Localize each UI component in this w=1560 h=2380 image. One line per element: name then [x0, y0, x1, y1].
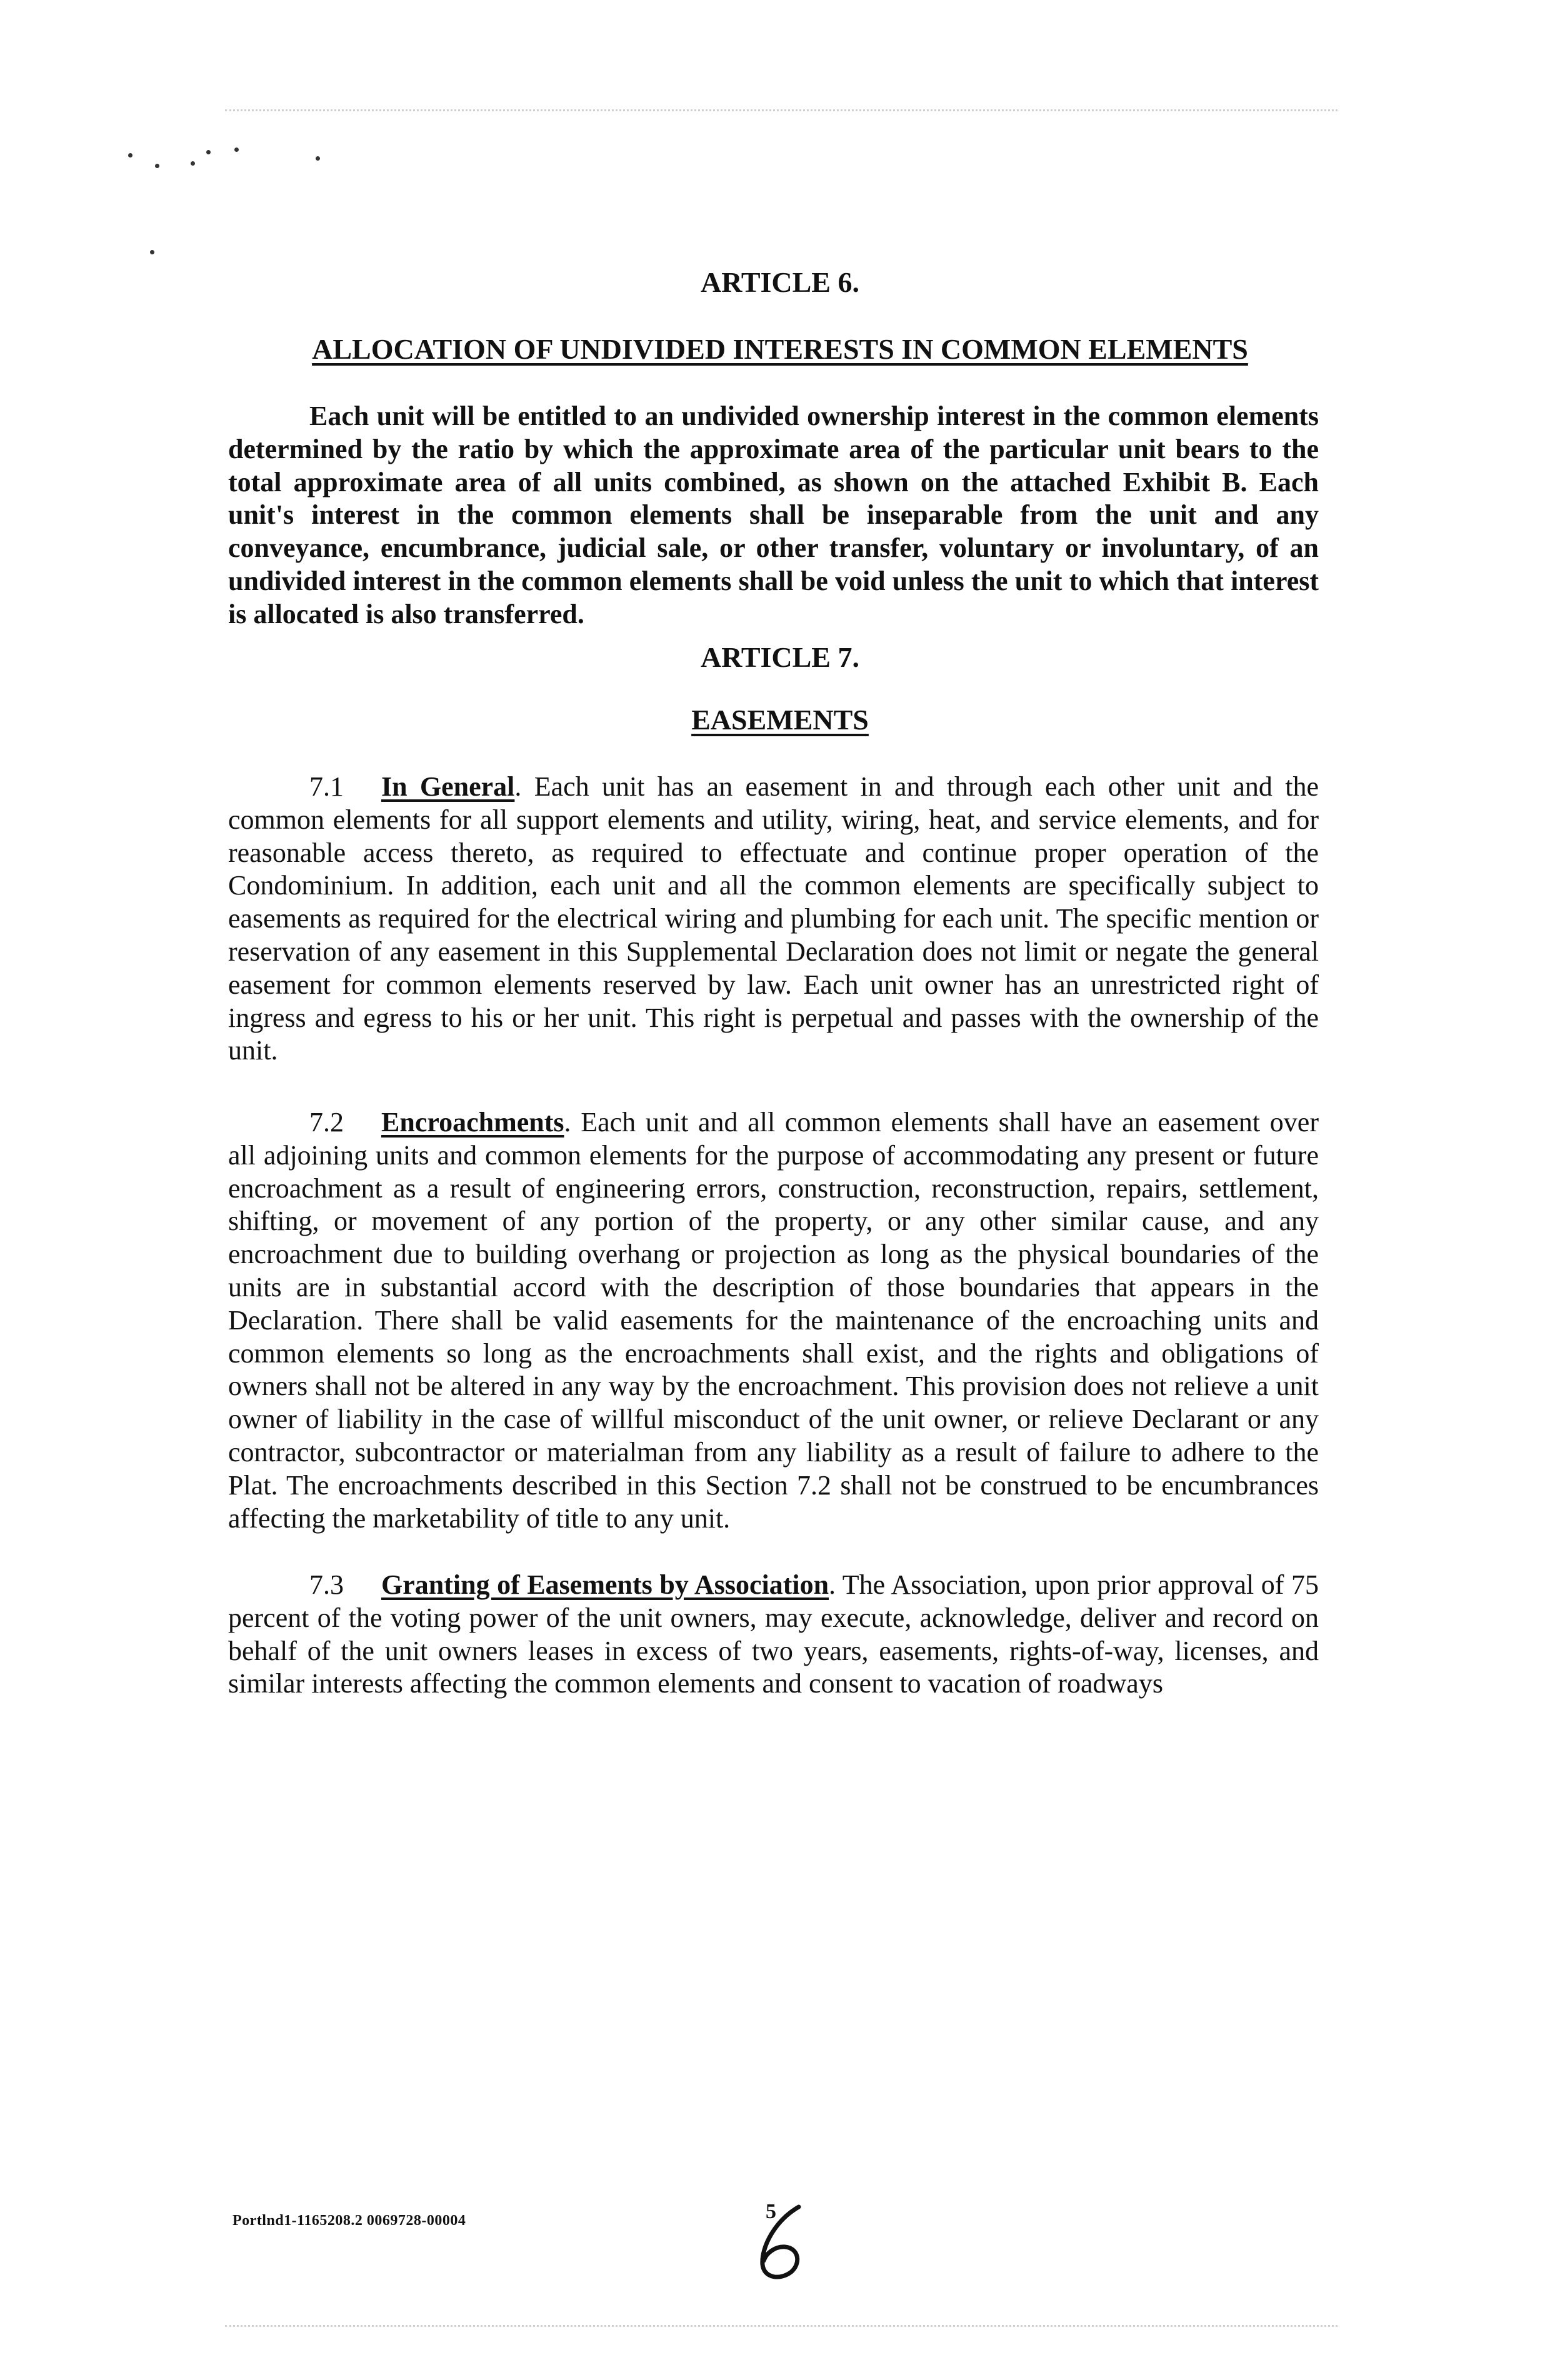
article-7-title: EASEMENTS: [691, 704, 869, 736]
article-6-paragraph: [228, 400, 1319, 631]
paragraph-text: . Each unit's interest in the common elements shall be inseparable from the unit and any conveyance, encumbrance, judicial sale, or other transfer, voluntary or involuntary, of an undivided interest in the common elements shall be void unless the unit to which that interest is allocated is also transferred.: [228, 466, 1319, 629]
handwritten-page-number: [750, 2203, 812, 2284]
article-7-heading: ARTICLE 7.: [701, 641, 859, 673]
scan-speck: [155, 164, 159, 168]
document-id: Portlnd1-1165208.2 0069728-00004: [232, 2212, 466, 2229]
section-text: . Each unit has an easement in and through each other unit and the common elements for all support elements and utility, wiring, heat, and service elements, and for reasonable access thereto, as required to effectuate and continue proper operation of the Condominium. In addition, each unit and all the common elements are specifically subject to easements as required for the electrical wiring and plumbing for each unit. The specific mention or reservation of any easement in this Supplemental Declaration does not limit or negate the general easement for common elements reserved by law. Each unit owner has an unrestricted right of ingress and egress to his or her unit. This right is perpetual and passes with the ownership of the unit.: [228, 771, 1319, 1066]
exhibit-reference: Exhibit B: [1122, 466, 1241, 498]
section-7-2: [228, 1106, 1319, 1535]
section-number: 7.3: [309, 1569, 344, 1600]
scan-artifact-line: [225, 109, 1338, 111]
section-number: 7.2: [309, 1107, 344, 1138]
section-7-3: [228, 1569, 1319, 1701]
article-6-title: ALLOCATION OF UNDIVIDED INTERESTS IN COMMON ELEMENTS: [312, 333, 1248, 365]
section-7-1: [228, 771, 1319, 1068]
section-caption: In General: [381, 771, 515, 802]
article-6-heading: ARTICLE 6.: [701, 266, 859, 298]
scan-artifact-line: [225, 2325, 1338, 2327]
section-text: . The Association, upon prior approval of 75 percent of the voting power of the unit owners, may execute, acknowledge, deliver and record on behalf of the unit owners leases in excess of two years, easements, rights-of-way, licenses, and similar interests affecting the common elements and consent to vacation of roadways: [228, 1569, 1319, 1699]
section-number: 7.1: [309, 771, 344, 802]
paragraph-text: Each unit will be entitled to an undivided ownership interest in the common elements determined by the ratio by which the approximate area of the particular unit bears to the total approximate area of all units combined, as shown on the attached: [228, 401, 1319, 498]
page-number: 5: [766, 2200, 776, 2223]
scan-speck: [234, 148, 239, 152]
section-text: . Each unit and all common elements shall have an easement over all adjoining units and common elements for the purpose of accommodating any present or future encroachment as a result of engineering errors, construction, reconstruction, repairs, settlement, shifting, or movement of any portion of the property, or any other similar cause, and any encroachment due to building overhang or projection as long as the physical boundaries of the units are in substantial accord with the description of those boundaries that appears in the Declaration. There shall be valid easements for the maintenance of the encroaching units and common elements so long as the encroachments shall exist, and the rights and obligations of owners shall not be altered in any way by the encroachment. This provision does not relieve a unit owner of liability in the case of willful misconduct of the unit owner, or relieve Declarant or any contractor, subcontractor or materialman from any liability as a result of failure to adhere to the Plat. The encroachments described in this Section 7.2 shall not be construed to be encumbrances affecting the marketability of title to any unit.: [228, 1107, 1319, 1534]
scan-speck: [206, 150, 211, 154]
section-caption: Granting of Easements by Association: [381, 1569, 829, 1600]
scan-speck: [128, 153, 132, 158]
section-caption: Encroachments: [381, 1107, 564, 1138]
scan-speck: [150, 250, 154, 254]
scan-speck: [191, 161, 195, 166]
scan-speck: [316, 156, 320, 161]
